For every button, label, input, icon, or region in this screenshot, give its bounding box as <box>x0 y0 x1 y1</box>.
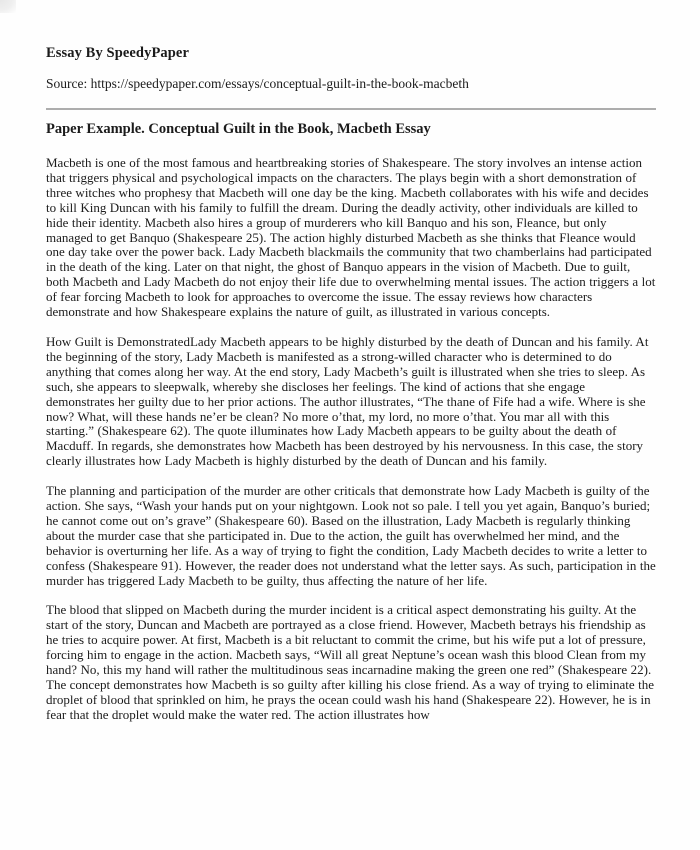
essay-paragraph: The planning and participation of the murder are other criticals that demonstrate how Lady Macbeth is guilty of the action. She says, “Wash your hands put on your nightgown. Look not so pale. I tell you yet again, Banquo’s buried; he cannot come out on’s grave” (Shakespeare 60). Based on the illustration, Lady Macbeth is regularly thinking about the murder case that she participated in. Due to the action, the guilt has overwhelmed her mind, and the behavior is overturning her life. As a way of trying to fight the condition, Lady Macbeth decides to write a letter to confess (Shakespeare 91). However, the reader does not understand what the letter says. As such, participation in the murder has triggered Lady Macbeth to be guilty, thus affecting the nature of her life. <box>46 483 656 588</box>
essay-paragraph: The blood that slipped on Macbeth during the murder incident is a critical aspect demonstrating his guilty. At the start of the story, Duncan and Macbeth are portrayed as a close friend. However, Macbeth betrays his friendship as he tries to acquire power. At first, Macbeth is a bit reluctant to commit the crime, but his wife put a lot of pressure, forcing him to engage in the action. Macbeth says, “Will all great Neptune’s ocean wash this blood Clean from my hand? No, this my hand will rather the multitudinous seas incarnadine making the green one red” (Shakespeare 22). The concept demonstrates how Macbeth is so guilty after killing his close friend. As a way of trying to eliminate the droplet of blood that sprinkled on him, he prays the ocean could wash his hand (Shakespeare 22). However, he is in fear that the droplet would make the water red. The action illustrates how <box>46 602 654 722</box>
essay-byline: Essay By SpeedyPaper <box>46 45 189 61</box>
page-title: Paper Example. Conceptual Guilt in the Book, Macbeth Essay <box>46 121 431 137</box>
essay-body <box>46 156 656 723</box>
divider <box>46 108 656 110</box>
source-line: Source: https://speedypaper.com/essays/conceptual-guilt-in-the-book-macbeth <box>46 76 469 91</box>
scan-artifact <box>0 0 16 13</box>
essay-paragraph: How Guilt is DemonstratedLady Macbeth appears to be highly disturbed by the death of Duncan and his family. At the beginning of the story, Lady Macbeth is manifested as a strong-willed character who is determined to do anything that comes along her way. At the end story, Lady Macbeth’s guilt is illustrated when she tries to sleep. As such, she appears to sleepwalk, whereby she discloses her feelings. The kind of actions that she engage demonstrates her guilty due to her prior actions. The author illustrates, “The thane of Fife had a wife. Where is she now? What, will these hands ne’er be clean? No more o’that, my lord, no more o’that. You mar all with this starting.” (Shakespeare 62). The quote illuminates how Lady Macbeth appears to be guilty about the death of Macduff. In regards, she demonstrates how Macbeth has been destroyed by his nervousness. In this case, the story clearly illustrates how Lady Macbeth is highly disturbed by the death of Duncan and his family. <box>46 333 649 469</box>
document-content <box>46 0 656 723</box>
essay-paragraph: Macbeth is one of the most famous and heartbreaking stories of Shakespeare. The story involves an intense action that triggers physical and psychological impacts on the characters. The plays begin with a short demonstration of three witches who prophesy that Macbeth will one day be the king. Macbeth collaborates with his wife and decides to kill King Duncan with his family to fulfill the dream. During the deadly activity, other individuals are killed to hide their identity. Macbeth also hires a group of murderers who kill Banquo and his son, Fleance, but only managed to get Banquo (Shakespeare 25). The action highly disturbed Macbeth as she thinks that Fleance would one day take over the power back. Lady Macbeth blackmails the community that two chamberlains had participated in the death of the king. Later on that night, the ghost of Banquo appears in the vision of Macbeth. Due to guilt, both Macbeth and Lady Macbeth do not enjoy their life due to overwhelming mental issues. The action triggers a lot of fear forcing Macbeth to look for approaches to overcome the issue. The essay reviews how characters demonstrate and how Shakespeare explains the nature of guilt, as illustrated in various concepts. <box>46 155 656 320</box>
